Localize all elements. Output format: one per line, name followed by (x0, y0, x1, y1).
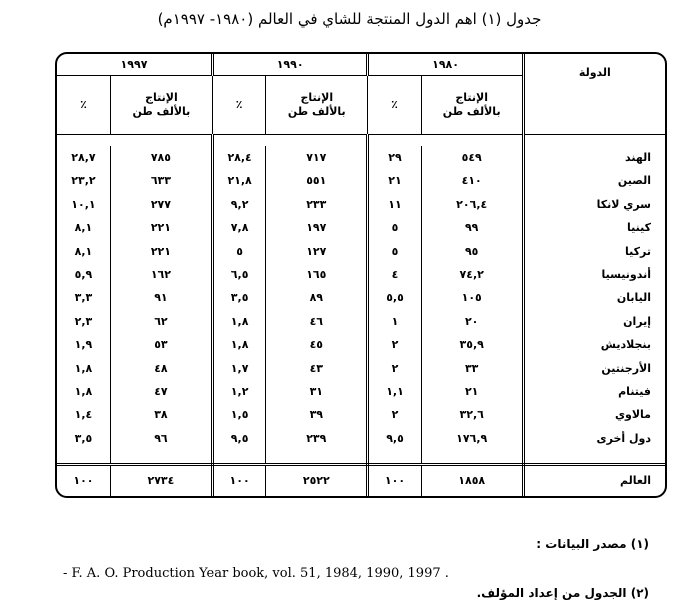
percent-1997-cell: ٨,١ (74, 244, 93, 258)
percent-header-1997: ٪ (57, 76, 110, 135)
year-header-1980: ١٩٨٠ (368, 54, 523, 76)
production-1980-cell: ٢١ (421, 380, 523, 403)
percent-1980-cell: ١ (368, 310, 421, 333)
production-1990-cell: ٧١٧ (266, 146, 368, 169)
year-header-1997: ١٩٩٧ (57, 54, 212, 76)
production-1990-cell: ٢٣٩ (266, 427, 368, 450)
world-production-1990: ٢٥٢٢ (266, 464, 368, 496)
percent-1997-cell: ٥,٩ (74, 268, 93, 282)
country-cell: دول أخرى (523, 427, 665, 450)
production-1990-cell: ٢٣٣ (266, 193, 368, 216)
country-cell: بنجلاديش (523, 333, 665, 356)
tea-production-table (57, 54, 665, 496)
country-cell: أندونيسيا (523, 263, 665, 286)
production-1997-cell: ٧٨٥ (110, 146, 212, 169)
percent-1997-cell: ٢٨,٧ (71, 151, 96, 165)
percent-1990-cell: ١,٢ (212, 380, 265, 403)
country-column-header: الدولة (523, 54, 665, 135)
percent-1997-cell: ٢,٣ (74, 314, 93, 328)
production-1980-cell: ٣٢,٦ (421, 403, 523, 426)
table-row (57, 427, 665, 450)
percent-1990-cell: ٦,٥ (212, 263, 265, 286)
table-row (57, 193, 665, 216)
production-header-1997: الإنتاج بالألف طن (110, 76, 212, 135)
percent-1990-cell: ٥ (212, 239, 265, 262)
country-cell: اليابان (523, 286, 665, 309)
table-row (57, 403, 665, 426)
percent-1980-cell: ٢ (368, 403, 421, 426)
world-percent-1990: ١٠٠ (212, 464, 265, 496)
production-1980-cell: ٣٥,٩ (421, 333, 523, 356)
percent-1990-cell: ٩,٢ (212, 193, 265, 216)
production-1980-cell: ١٧٦,٩ (421, 427, 523, 450)
production-1997-cell: ٦٢ (110, 310, 212, 333)
year-header-1990: ١٩٩٠ (212, 54, 367, 76)
production-1997-cell: ٦٣٣ (110, 169, 212, 192)
percent-1980-cell: ٢٩ (368, 146, 421, 169)
table-row (57, 333, 665, 356)
world-production-1997: ٢٧٣٤ (110, 464, 212, 496)
production-1997-cell: ٢٢١ (110, 239, 212, 262)
production-1980-cell: ٩٩ (421, 216, 523, 239)
country-cell: الهند (523, 146, 665, 169)
country-cell: كينيا (523, 216, 665, 239)
production-1990-cell: ٣١ (266, 380, 368, 403)
production-1997-cell: ٣٨ (110, 403, 212, 426)
production-1997-cell: ٤٧ (110, 380, 212, 403)
production-header-1980: الإنتاج بالألف طن (421, 76, 523, 135)
percent-1980-cell: ٥,٥ (368, 286, 421, 309)
percent-1980-cell: ٢١ (368, 169, 421, 192)
country-cell: تركيا (523, 239, 665, 262)
country-cell: الأرجنتين (523, 356, 665, 379)
percent-1997-cell: ١,٨ (74, 361, 93, 375)
production-1990-cell: ٤٣ (266, 356, 368, 379)
world-percent-1997: ١٠٠ (73, 474, 94, 488)
table-row (57, 356, 665, 379)
production-1990-cell: ١٦٥ (266, 263, 368, 286)
production-1980-cell: ٩٥ (421, 239, 523, 262)
table-row (57, 286, 665, 309)
percent-1980-cell: ٥ (368, 239, 421, 262)
percent-1990-cell: ٢١,٨ (212, 169, 265, 192)
table-title: جدول (١) اهم الدول المنتجة للشاي في العالم (١٩٨٠- ١٩٩٧م) (157, 10, 542, 28)
country-cell: الصين (523, 169, 665, 192)
production-1980-cell: ٢٠ (421, 310, 523, 333)
production-1990-cell: ٥٥١ (266, 169, 368, 192)
world-percent-1980: ١٠٠ (368, 464, 421, 496)
table-row (57, 310, 665, 333)
percent-header-1990: ٪ (212, 76, 265, 135)
production-header-1990: الإنتاج بالألف طن (266, 76, 368, 135)
percent-1980-cell: ١١ (368, 193, 421, 216)
percent-header-1980: ٪ (368, 76, 421, 135)
production-1997-cell: ٢٢١ (110, 216, 212, 239)
production-1990-cell: ٨٩ (266, 286, 368, 309)
table-row (57, 216, 665, 239)
production-1980-cell: ٣٣ (421, 356, 523, 379)
world-total-row (57, 464, 665, 496)
table-row (57, 239, 665, 262)
table-row (57, 263, 665, 286)
production-1980-cell: ٢٠٦,٤ (421, 193, 523, 216)
percent-1980-cell: ١,١ (368, 380, 421, 403)
percent-1990-cell: ٢٨,٤ (212, 146, 265, 169)
country-cell: إيران (523, 310, 665, 333)
percent-1997-cell: ١,٨ (74, 385, 93, 398)
percent-1997-cell: ١٠,١ (71, 197, 96, 211)
production-1990-cell: ١٩٧ (266, 216, 368, 239)
production-1980-cell: ٧٤,٢ (421, 263, 523, 286)
percent-1990-cell: ١,٨ (212, 333, 265, 356)
source-label: (١) مصدر البيانات : (536, 537, 649, 551)
percent-1980-cell: ٩,٥ (368, 427, 421, 450)
percent-1997-cell: ٣,٥ (74, 431, 93, 445)
percent-1990-cell: ١,٥ (212, 403, 265, 426)
percent-1980-cell: ٥ (368, 216, 421, 239)
percent-1990-cell: ٧,٨ (212, 216, 265, 239)
table-row (57, 380, 665, 403)
production-1997-cell: ٤٨ (110, 356, 212, 379)
percent-1997-cell: ١,٩ (74, 338, 93, 352)
world-label: العالم (523, 464, 665, 496)
production-1997-cell: ٥٣ (110, 333, 212, 356)
source-citation: - F. A. O. Production Year book, vol. 51, 1984, 1990, 1997 . (63, 566, 449, 581)
production-1997-cell: ٢٧٧ (110, 193, 212, 216)
production-1990-cell: ٣٩ (266, 403, 368, 426)
country-cell: فيتنام (523, 380, 665, 403)
percent-1997-cell: ١,٤ (74, 408, 93, 422)
percent-1990-cell: ١,٨ (212, 310, 265, 333)
production-1997-cell: ٩٦ (110, 427, 212, 450)
percent-1990-cell: ٩,٥ (212, 427, 265, 450)
percent-1980-cell: ٤ (368, 263, 421, 286)
percent-1997-cell: ٢٣,٢ (71, 174, 96, 188)
production-1990-cell: ١٢٧ (266, 239, 368, 262)
production-1980-cell: ٤١٠ (421, 169, 523, 192)
production-1990-cell: ٤٦ (266, 310, 368, 333)
production-1990-cell: ٤٥ (266, 333, 368, 356)
percent-1997-cell: ٣,٣ (74, 291, 93, 305)
production-1997-cell: ٩١ (110, 286, 212, 309)
production-1980-cell: ١٠٥ (421, 286, 523, 309)
table-row (57, 146, 665, 169)
percent-1980-cell: ٢ (368, 356, 421, 379)
table-row (57, 169, 665, 192)
percent-1997-cell: ٨,١ (74, 221, 93, 235)
production-1980-cell: ٥٤٩ (421, 146, 523, 169)
percent-1990-cell: ٣,٥ (212, 286, 265, 309)
percent-1980-cell: ٢ (368, 333, 421, 356)
world-production-1980: ١٨٥٨ (421, 464, 523, 496)
production-1997-cell: ١٦٢ (110, 263, 212, 286)
country-cell: سري لانكا (523, 193, 665, 216)
country-cell: مالاوي (523, 403, 665, 426)
author-note: (٢) الجدول من إعداد المؤلف. (476, 586, 649, 600)
tea-production-table-frame (55, 52, 667, 498)
percent-1990-cell: ١,٧ (212, 356, 265, 379)
